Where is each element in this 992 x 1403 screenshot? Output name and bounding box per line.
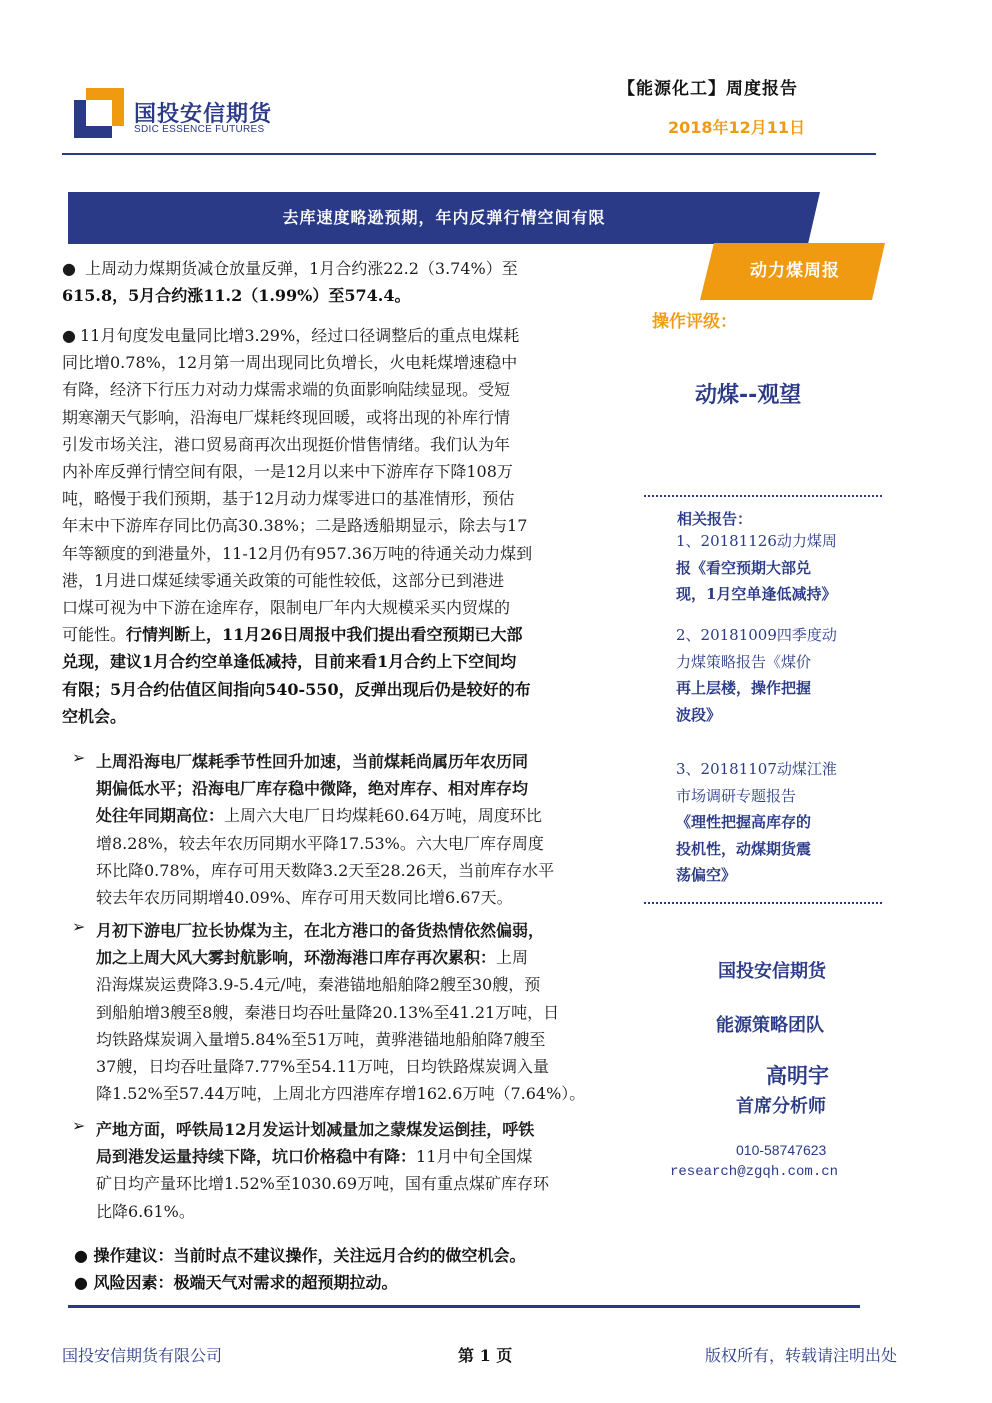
operation-advice: ● 操作建议：当前时点不建议操作，关注远月合约的做空机会。 (74, 1246, 526, 1265)
related-report-item[interactable] (676, 528, 876, 608)
report-type-label: 动力煤周报 (750, 261, 840, 281)
analyst-title: 首席分析师 (736, 1096, 826, 1117)
related-report-line: 再上层楼，操作把握 (676, 679, 812, 697)
related-report-line: 《理性把握高库存的 (676, 813, 812, 831)
report-category: 【能源化工】周度报告 (618, 79, 798, 99)
related-report-line: 力煤策略报告《煤价 (676, 652, 812, 671)
sidebar-divider (644, 495, 882, 497)
bullet-icon: ● (62, 259, 76, 278)
sidebar-divider (644, 902, 882, 904)
contact-email[interactable]: research@zgqh.com.cn (670, 1164, 839, 1180)
footer-divider (68, 1305, 860, 1308)
related-report-item[interactable] (676, 756, 876, 889)
report-title: 去库速度略逊预期，年内反弹行情空间有限 (282, 208, 606, 227)
risk-factors: ● 风险因素：极端天气对需求的超预期拉动。 (74, 1273, 398, 1292)
footer-page-number: 第 1 页 (458, 1346, 513, 1365)
related-report-line: 现，1月空单逢低减持》 (676, 585, 837, 603)
report-date: 2018年12月11日 (668, 118, 806, 137)
rating-label: 操作评级： (652, 312, 737, 332)
analysis-point-ports: 月初下游电厂拉长协煤为主，在北方港口的备货热情依然偏弱， 加之上周大风大雾封航影响，环渤海港口库存再次累积：上周 沿海煤炭运费降3.9-5.4元/吨，秦港锚地船舶降2艘至30艘，预 到船舶增3艘至8艘，秦港日均吞吐量降20.13%至41.21万吨，日 均铁路煤炭调入量增5.84%至51万吨，黄骅港锚地船舶降7艘至 37艘，日均吞吐量降7.77%至54.11万吨，日均铁路煤炭调入量 降1.52%至57.44万吨，上周北方四港库存增162.6万吨（7.64%）。 (96, 921, 586, 1104)
related-report-line: 投机性，动煤期货震 (676, 839, 812, 858)
related-report-line: 3、20181107动煤江淮 (676, 760, 837, 778)
arrow-bullet-icon: ➢ (72, 748, 86, 767)
rating-value: 动煤--观望 (695, 383, 802, 408)
related-report-line: 荡偏空》 (676, 866, 737, 884)
summary-paragraph-2: ● 11月旬度发电量同比增3.29%，经过口径调整后的重点电煤耗 同比增0.78%，12月第一周出现同比负增长，火电耗煤增速稳中 有降，经济下行压力对动力煤需求端的负面影响陆续显现。受短 期寒潮天气影响，沿海电厂煤耗终现回暖，或将出现的补库行情 引发市场关注，港口贸易商再次出现挺价惜售情绪。我们认为年 内补库反弹行情空间有限，一是12月以来中下游库存下降108万 吨，略慢于我们预期，基于12月动力煤零进口的基准情形，预估 年末中下游库存同比仍高30.38%；二是路透船期显示，除去与17 年等额度的到港量外，11-12月仍有957.36万吨的待通关动力煤到 港，1月进口煤延续零通关政策的可能性较低，这部分已到港进 口煤可视为中下游在途库存，限制电厂年内大规模采买内贸煤的 可能性。行情判断上，11月26日周报中我们提出看空预期已大部 兑现，建议1月合约空单逢低减持，目前来看1月合约上下空间均 有限；5月合约估值区间指向540-550，反弹出现后仍是较好的布 空机会。 (62, 322, 652, 730)
summary-paragraph-1: ● 上周动力煤期货减仓放量反弹，1月合约涨22.2（3.74%）至 615.8，5月合约涨11.2（1.99%）至574.4。 (62, 255, 652, 309)
analysis-point-consumption: 上周沿海电厂煤耗季节性回升加速，当前煤耗尚属历年农历同 期偏低水平；沿海电厂库存稳中微降，绝对库存、相对库存均 处往年同期高位：上周六大电厂日均煤耗60.64万吨，周度环比 增8.28%，较去年农历同期水平降17.53%。六大电厂库存周度 环比降0.78%，库存可用天数降3.2天至28.26天，当前库存水平 较去年农历同期增40.09%、库存可用天数同比增6.67天。 (96, 752, 555, 908)
related-report-item[interactable] (676, 622, 876, 728)
company-logo-english: SDIC ESSENCE FUTURES (134, 124, 265, 135)
analyst-name: 高明宇 (766, 1064, 829, 1088)
company-logo-mark (74, 88, 124, 138)
contact-firm: 国投安信期货 (718, 961, 826, 982)
analysis-point-production: 产地方面，呼铁局12月发运计划减量加之蒙煤发运倒挂，呼铁 局到港发运量持续下降，坑口价格稳中有降：11月中旬全国煤 矿日均产量环比增1.52%至1030.69万吨，国有重点煤矿库存环 比降6.61%。 (96, 1120, 549, 1221)
contact-team: 能源策略团队 (716, 1015, 824, 1036)
footer-company: 国投安信期货有限公司 (62, 1346, 223, 1365)
bullet-icon: ● (62, 326, 76, 345)
header-divider (62, 153, 876, 155)
related-report-line: 2、20181009四季度动 (676, 626, 837, 644)
company-logo-name: 国投安信期货 (134, 102, 273, 127)
related-reports-heading: 相关报告： (677, 510, 753, 528)
related-report-line: 1、20181126动力煤周 (676, 532, 837, 550)
footer-copyright: 版权所有，转载请注明出处 (705, 1346, 898, 1365)
related-report-line: 市场调研专题报告 (676, 786, 797, 805)
arrow-bullet-icon: ➢ (72, 1116, 86, 1135)
related-report-line: 波段》 (676, 705, 722, 724)
arrow-bullet-icon: ➢ (72, 917, 86, 936)
related-report-line: 报《看空预期大部兑 (676, 558, 812, 577)
contact-phone: 010-58747623 (736, 1142, 827, 1158)
